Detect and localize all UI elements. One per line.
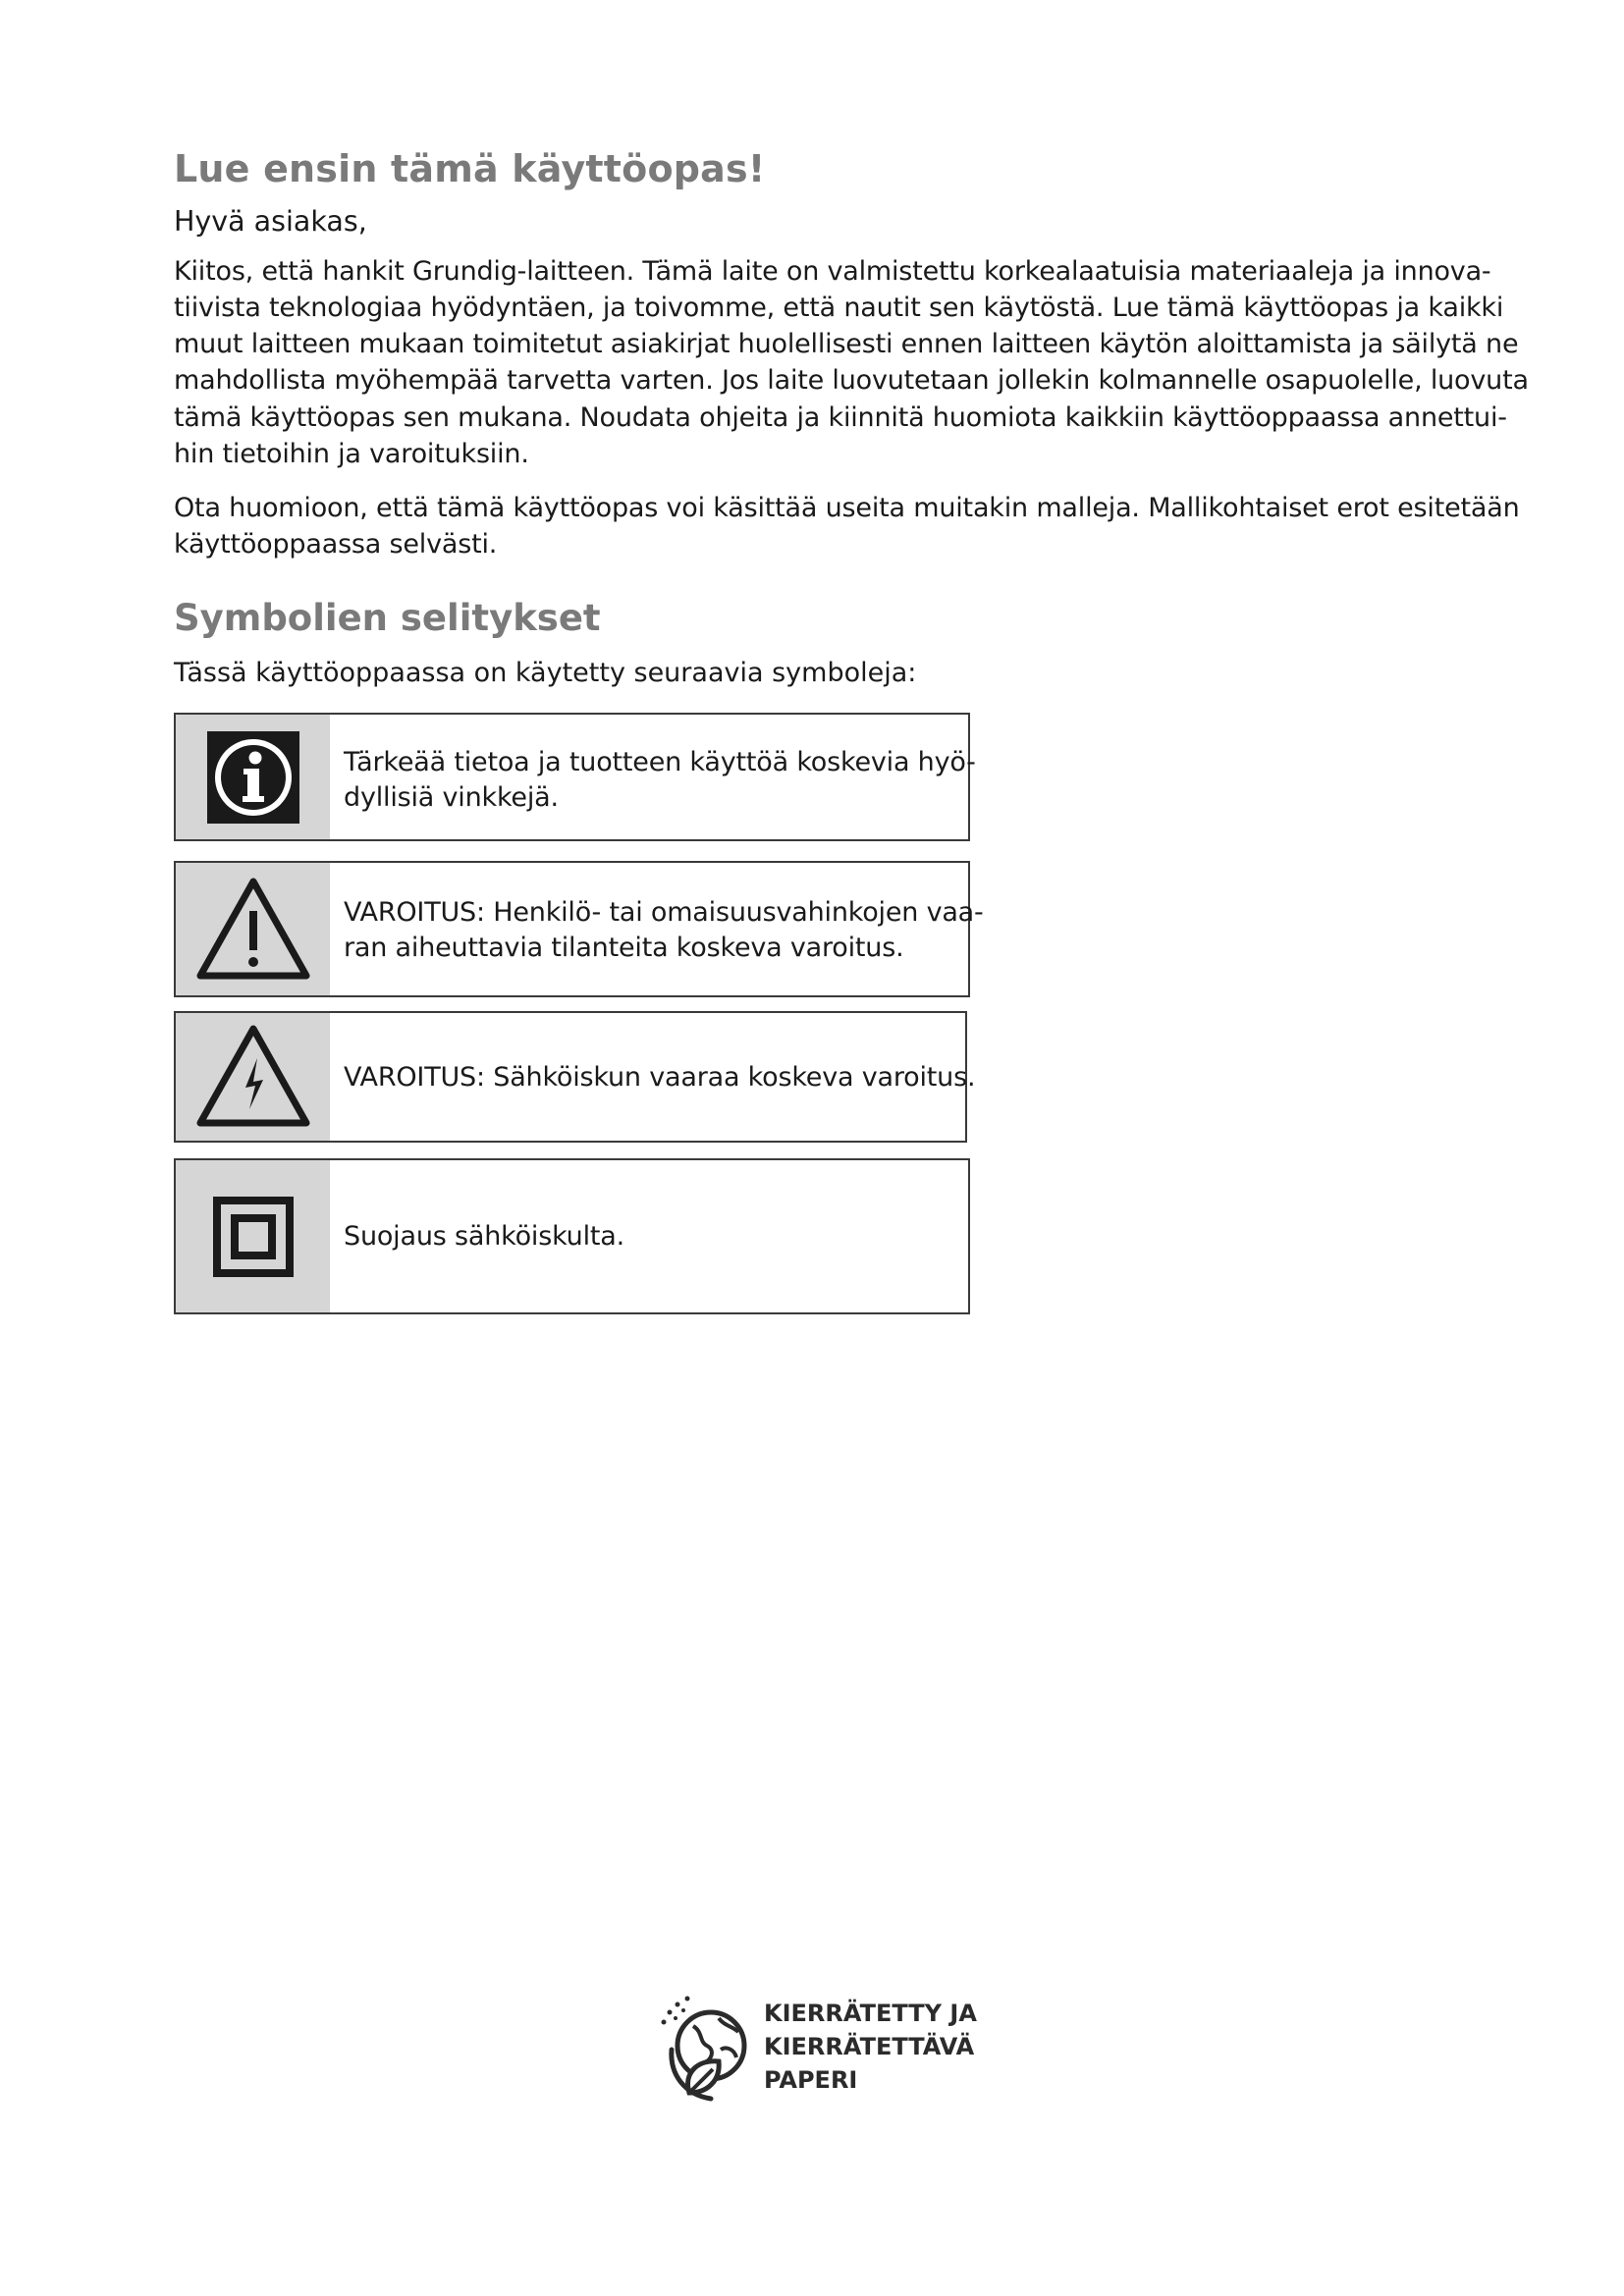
symbol-box-electric <box>174 1011 976 1143</box>
paragraph-line: käyttöoppaassa selvästi. <box>174 529 498 560</box>
recycled-paper-badge <box>656 1991 1009 2109</box>
symbol-text-line: ran aiheuttavia tilanteita koskeva varoitus. <box>344 933 904 963</box>
greeting: Hyvä asiakas, <box>174 205 367 238</box>
double-insulation-icon <box>213 1197 294 1277</box>
symbol-icon-cell <box>176 1160 330 1312</box>
paragraph-line: Kiitos, että hankit Grundig-laitteen. Tämä laite on valmistettu korkealaatuisia materiaaleja ja innova- <box>174 256 1491 287</box>
symbol-icon-cell <box>176 863 330 995</box>
symbols-title: Symbolien selitykset <box>174 597 601 639</box>
warning-icon <box>194 876 312 984</box>
symbol-text-line: dyllisiä vinkkejä. <box>344 782 559 813</box>
symbol-box-warning <box>174 861 984 997</box>
symbol-text-line: VAROITUS: Sähköiskun vaaraa koskeva varoitus. <box>344 1062 976 1093</box>
recycle-line: KIERRÄTETTY JA <box>764 2000 977 2027</box>
symbol-text-line: Suojaus sähköiskulta. <box>344 1221 624 1252</box>
symbol-icon-cell <box>176 1013 330 1141</box>
paragraph-line: tiivista teknologiaa hyödyntäen, ja toivomme, että nautit sen käytöstä. Lue tämä käyttöopas ja kaikki <box>174 293 1504 323</box>
symbols-intro: Tässä käyttöoppaassa on käytetty seuraavia symboleja: <box>174 658 917 688</box>
paragraph-line: tämä käyttöopas sen mukana. Noudata ohjeita ja kiinnitä huomiota kaikkiin käyttöoppaassa annettui- <box>174 402 1507 433</box>
symbol-box-info <box>174 713 976 841</box>
symbol-text-line: Tärkeää tietoa ja tuotteen käyttöä koskevia hyö- <box>344 747 976 777</box>
recycle-badge-text <box>764 1997 977 2097</box>
paragraph-line: hin tietoihin ja varoituksiin. <box>174 439 529 469</box>
paragraph-line: muut laitteen mukaan toimitetut asiakirjat huolellisesti ennen laitteen käytön aloittamista ja säilytä ne <box>174 329 1519 359</box>
recycle-globe-leaf-icon <box>656 1991 758 2107</box>
symbol-box-insulation <box>174 1158 970 1314</box>
symbol-icon-cell <box>176 715 330 839</box>
page-title: Lue ensin tämä käyttöopas! <box>174 147 766 190</box>
recycle-line: KIERRÄTETTÄVÄ <box>764 2033 975 2060</box>
electric-shock-icon <box>194 1023 312 1131</box>
paragraph-line: Ota huomioon, että tämä käyttöopas voi käsittää useita muitakin malleja. Mallikohtaiset erot esitetään <box>174 493 1520 523</box>
info-icon <box>207 731 299 824</box>
symbol-text-line: VAROITUS: Henkilö- tai omaisuusvahinkojen vaa- <box>344 897 984 928</box>
paragraph-line: mahdollista myöhempää tarvetta varten. Jos laite luovutetaan jollekin kolmannelle osapuolelle, luovuta <box>174 365 1529 396</box>
recycle-line: PAPERI <box>764 2066 858 2094</box>
